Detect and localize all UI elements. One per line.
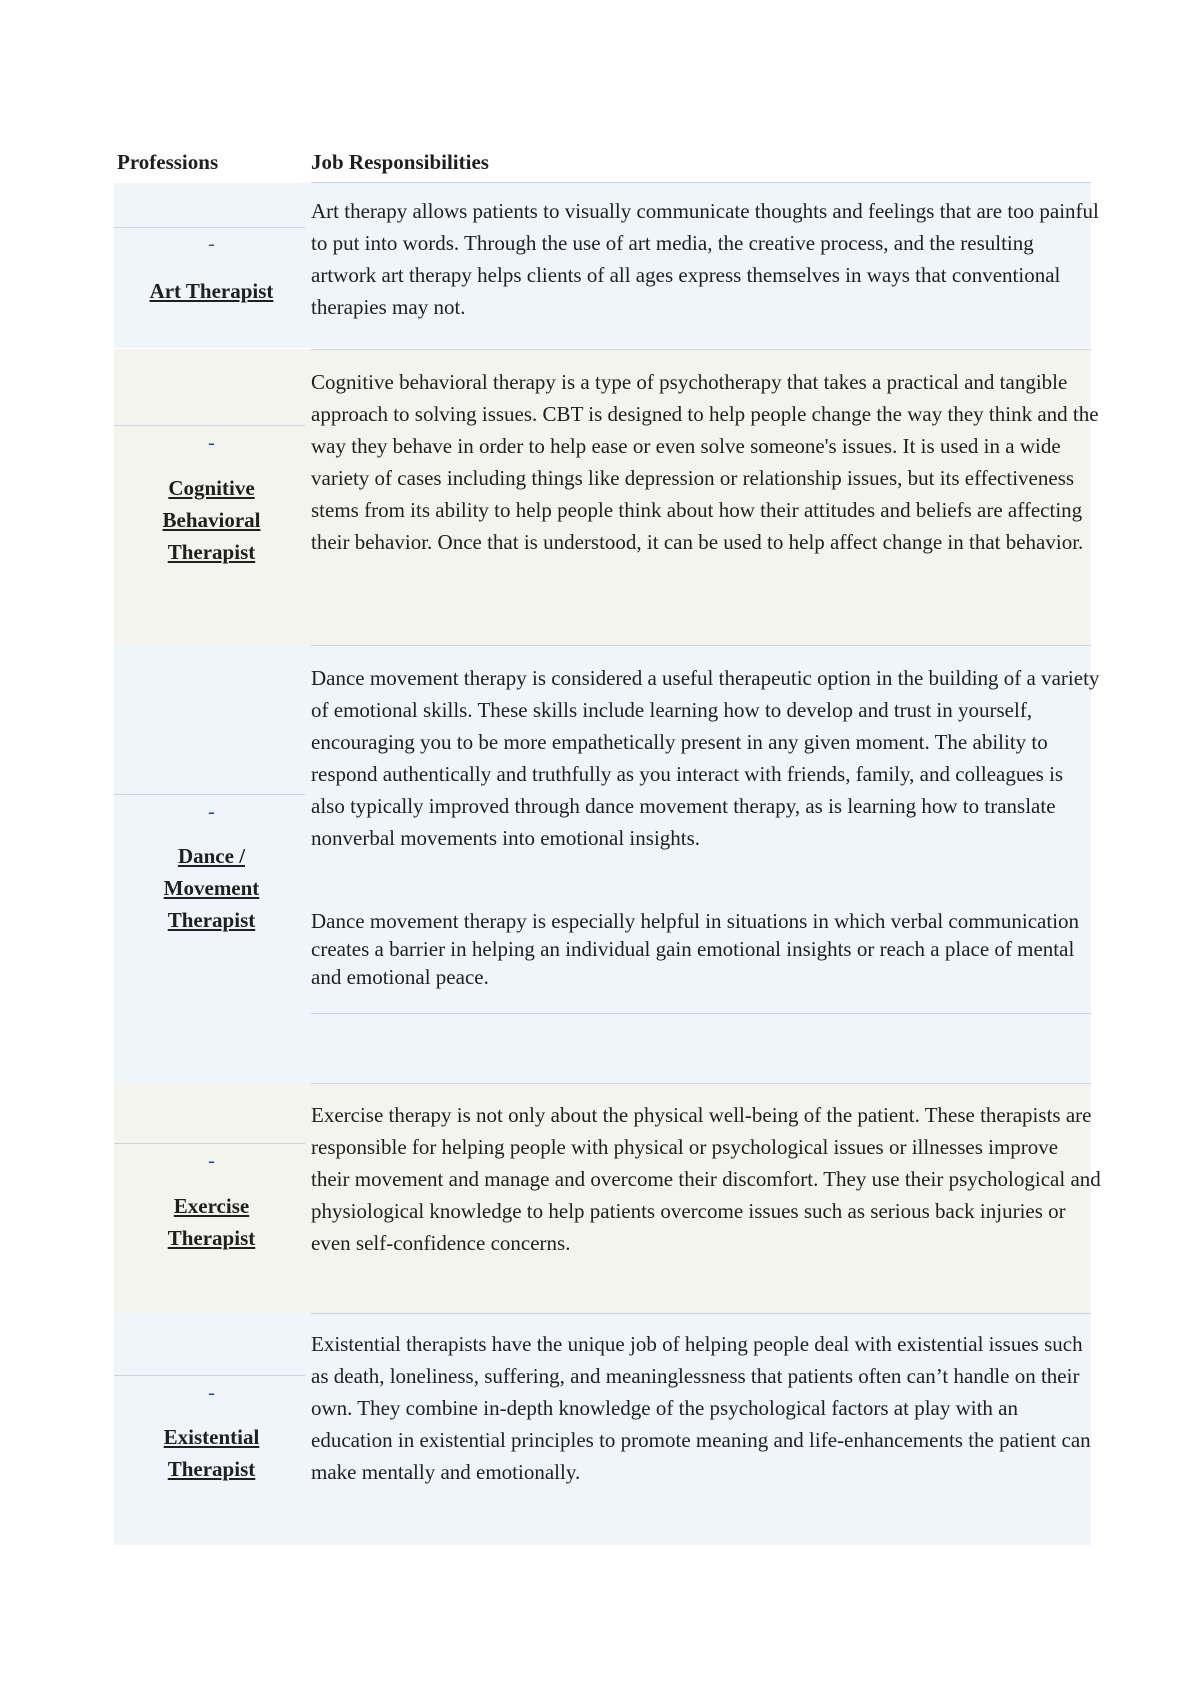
row-dash: - bbox=[208, 233, 215, 255]
header-professions: Professions bbox=[117, 150, 219, 174]
row-divider bbox=[114, 227, 305, 228]
profession-description: Exercise therapy is not only about the physical well-being of the patient. These therapists are responsible for helping people with physical or psychological issues or illnesses improve their movement and manage and overcome their discomfort. They use their psychological and physiological knowledge to help patients overcome issues such as serious back injuries or even self-confidence concerns. bbox=[311, 1103, 1101, 1255]
row-dash: - bbox=[208, 1382, 215, 1404]
profession-link[interactable]: Art Therapist bbox=[149, 279, 274, 303]
table-row-art-therapist bbox=[114, 183, 1099, 348]
profession-link[interactable]: Dance / Movement Therapist bbox=[163, 844, 260, 932]
row-divider bbox=[311, 1313, 1091, 1314]
header-job-responsibilities: Job Responsibilities bbox=[311, 150, 489, 174]
profession-description: Existential therapists have the unique job of helping people deal with existential issues such as death, loneliness, suffering, and meaninglessness that patients often can’t handle on their own. They combine in-depth knowledge of the psychological factors at play with an education in existential principles to promote meaning and life-enhancements the patient can make mentally and emotionally. bbox=[311, 1332, 1091, 1484]
row-divider bbox=[114, 1143, 305, 1144]
profession-description: Dance movement therapy is considered a useful therapeutic option in the building of a variety of emotional skills. These skills include learning how to develop and trust in yourself, encouraging you to be more empathetically present in any given moment. The ability to respond authentically and truthfully as you interact with friends, family, and colleagues is also typically improved through dance movement therapy, as is learning how to translate nonverbal movements into emotional insights. bbox=[311, 666, 1100, 850]
profession-description-continued: Dance movement therapy is especially helpful in situations in which verbal communication creates a barrier in helping an individual gain emotional insights or reach a place of mental and emotional peace. bbox=[311, 909, 1080, 989]
row-dash: - bbox=[208, 801, 215, 823]
profession-link[interactable]: Exercise Therapist bbox=[167, 1194, 256, 1250]
table-row-dance-movement-therapist bbox=[114, 645, 1100, 1083]
table-row-cognitive-behavioral-therapist bbox=[114, 349, 1099, 645]
row-divider bbox=[114, 425, 305, 426]
profession-link[interactable]: Cognitive Behavioral Therapist bbox=[162, 476, 261, 564]
row-dash: - bbox=[208, 1150, 215, 1172]
row-divider bbox=[311, 349, 1091, 350]
profession-link[interactable]: Existential Therapist bbox=[163, 1425, 260, 1481]
profession-description: Art therapy allows patients to visually communicate thoughts and feelings that are too painful to put into words. Through the use of art media, the creative process, and the resulting artwork art therapy helps clients of all ages express themselves in ways that conventional therapies may not. bbox=[311, 199, 1099, 319]
row-dash: - bbox=[208, 432, 215, 454]
row-divider bbox=[311, 645, 1091, 646]
row-divider bbox=[114, 794, 305, 795]
table-row-existential-therapist bbox=[114, 1313, 1091, 1545]
row-divider bbox=[114, 1375, 305, 1376]
row-divider bbox=[311, 1083, 1091, 1084]
row-divider bbox=[311, 1013, 1091, 1014]
table-row-exercise-therapist bbox=[114, 1083, 1101, 1313]
profession-description: Cognitive behavioral therapy is a type of psychotherapy that takes a practical and tangible approach to solving issues. CBT is designed to help people change the way they think and the way they behave in order to help ease or even solve someone's issues. It is used in a wide variety of cases including things like depression or relationship issues, but its effectiveness stems from its ability to help people think about how their attitudes and beliefs are affecting their behavior. Once that is understood, it can be used to help affect change in that behavior. bbox=[311, 370, 1099, 554]
